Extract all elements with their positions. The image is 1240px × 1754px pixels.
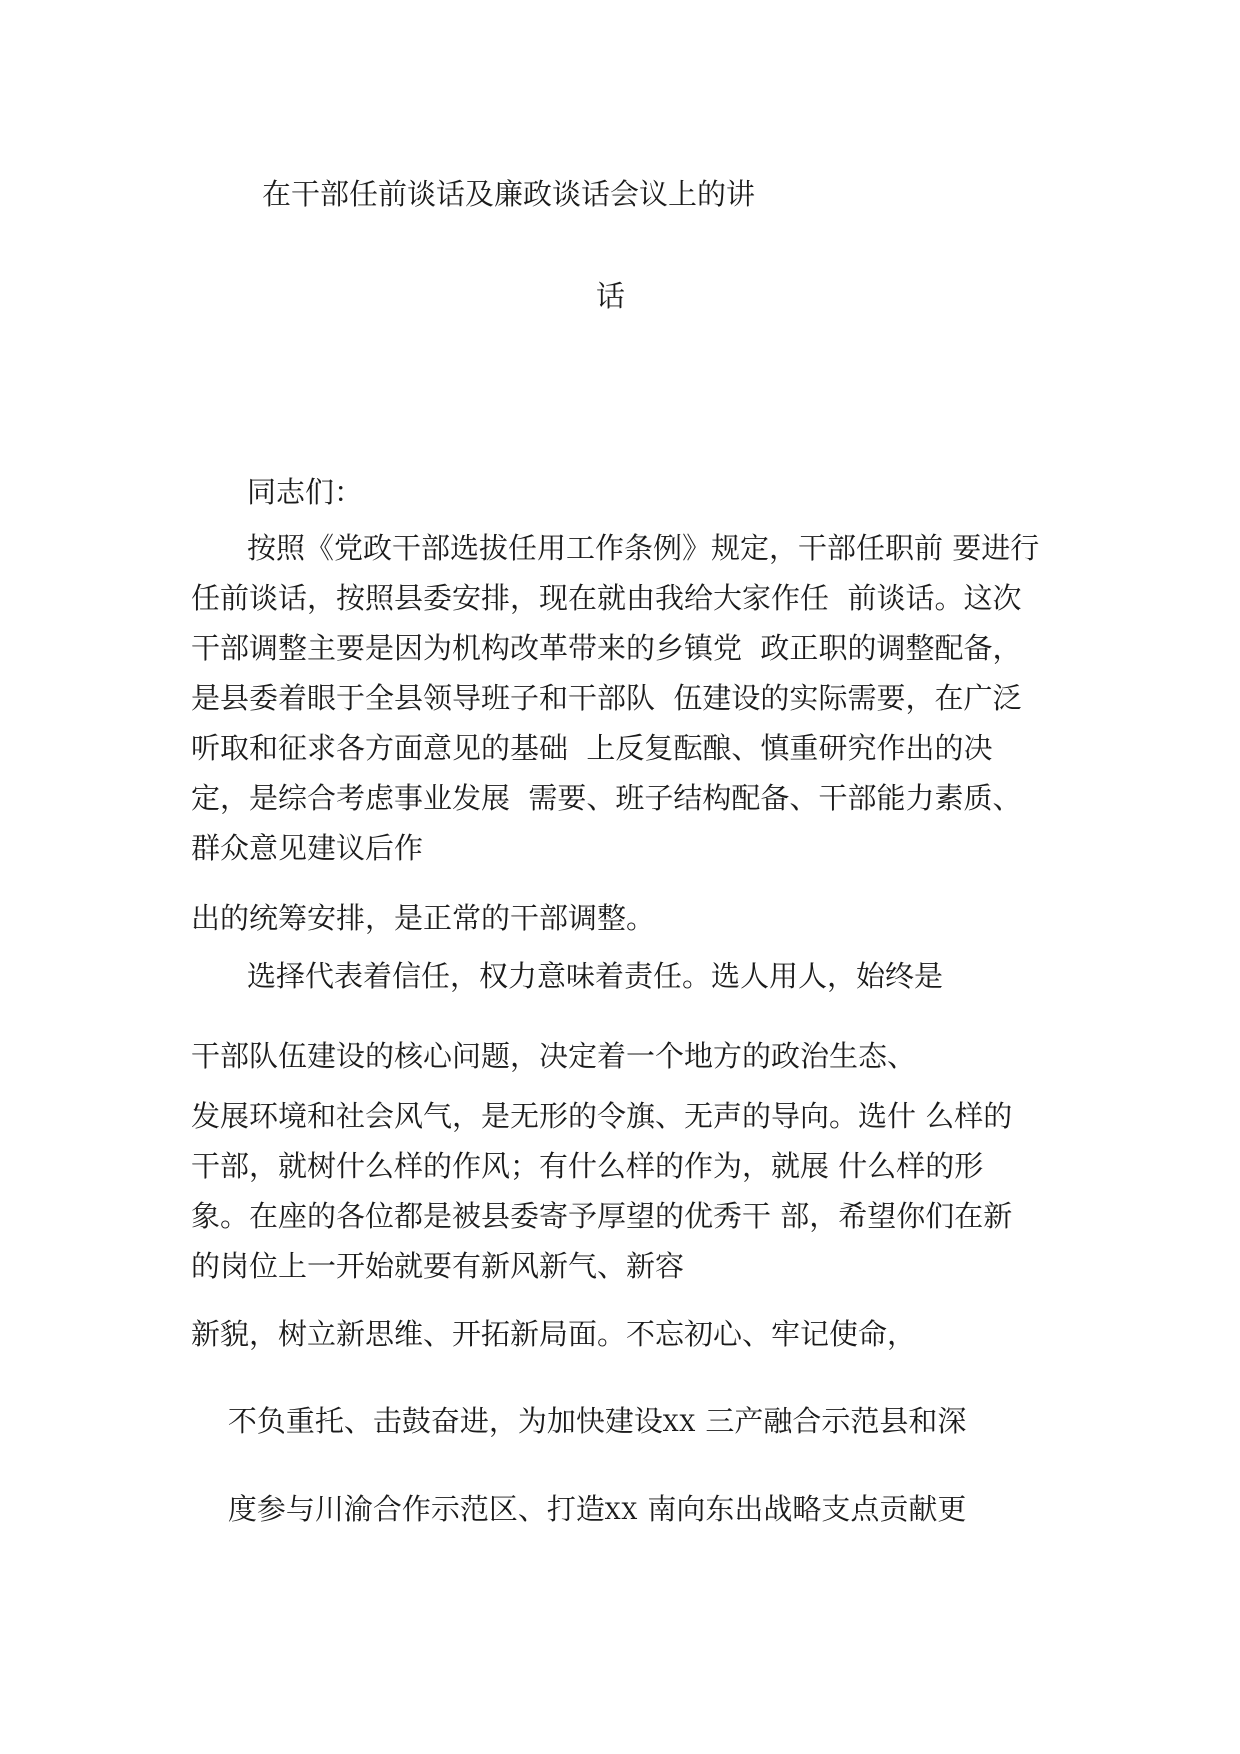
paragraph-line: 按照《党政干部选拔任用工作条例》规定，干部任职前 要进行 [247,531,1040,565]
paragraph-line: 的岗位上一开始就要有新风新气、新容 [191,1249,685,1283]
paragraph-line: 群众意见建议后作 [191,831,424,865]
document-title-line-2: 话 [596,279,626,313]
paragraph-line: 干部队伍建设的核心问题，决定着一个地方的政治生态、 [191,1039,917,1073]
placeholder-xx: XX [604,1500,639,1525]
placeholder-xx: XX [662,1412,697,1437]
paragraph-line [191,1466,966,1553]
text-segment: 不负重托、击鼓奋进，为加快建设 [227,1404,663,1438]
paragraph-line: 听取和征求各方面意见的基础 上反复酝酿、慎重研究作出的决 [191,731,993,765]
paragraph-line [191,1378,966,1465]
paragraph-line: 出的统筹安排，是正常的干部调整。 [191,901,656,935]
paragraph-line: 干部，就树什么样的作风；有什么样的作为，就展 什么样的形 [191,1149,984,1183]
paragraph-line: 定，是综合考虑事业发展 需要、班子结构配备、干部能力素质、 [191,781,1022,815]
paragraph-line: 任前谈话，按照县委安排，现在就由我给大家作任 前谈话。这次 [191,581,1022,615]
text-segment: 三产融合示范县和深 [696,1404,967,1438]
salutation: 同志们： [247,475,364,509]
paragraph-line: 象。在座的各位都是被县委寄予厚望的优秀干 部，希望你们在新 [191,1199,1013,1233]
paragraph-line: 选择代表着信任，权力意味着责任。选人用人，始终是 [247,959,944,993]
paragraph-line: 干部调整主要是因为机构改革带来的乡镇党 政正职的调整配备， [191,631,1022,665]
paragraph-line: 发展环境和社会风气，是无形的令旗、无声的导向。选什 么样的 [191,1099,1013,1133]
text-segment: 南向东出战略支点贡献更 [638,1492,967,1526]
text-segment: 度参与川渝合作示范区、打造 [227,1492,605,1526]
document-title-line-1: 在干部任前谈话及廉政谈话会议上的讲 [262,177,756,211]
paragraph-line: 是县委着眼于全县领导班子和干部队 伍建设的实际需要，在广泛 [191,681,1022,715]
paragraph-line: 新貌，树立新思维、开拓新局面。不忘初心、牢记使命， [191,1317,917,1351]
